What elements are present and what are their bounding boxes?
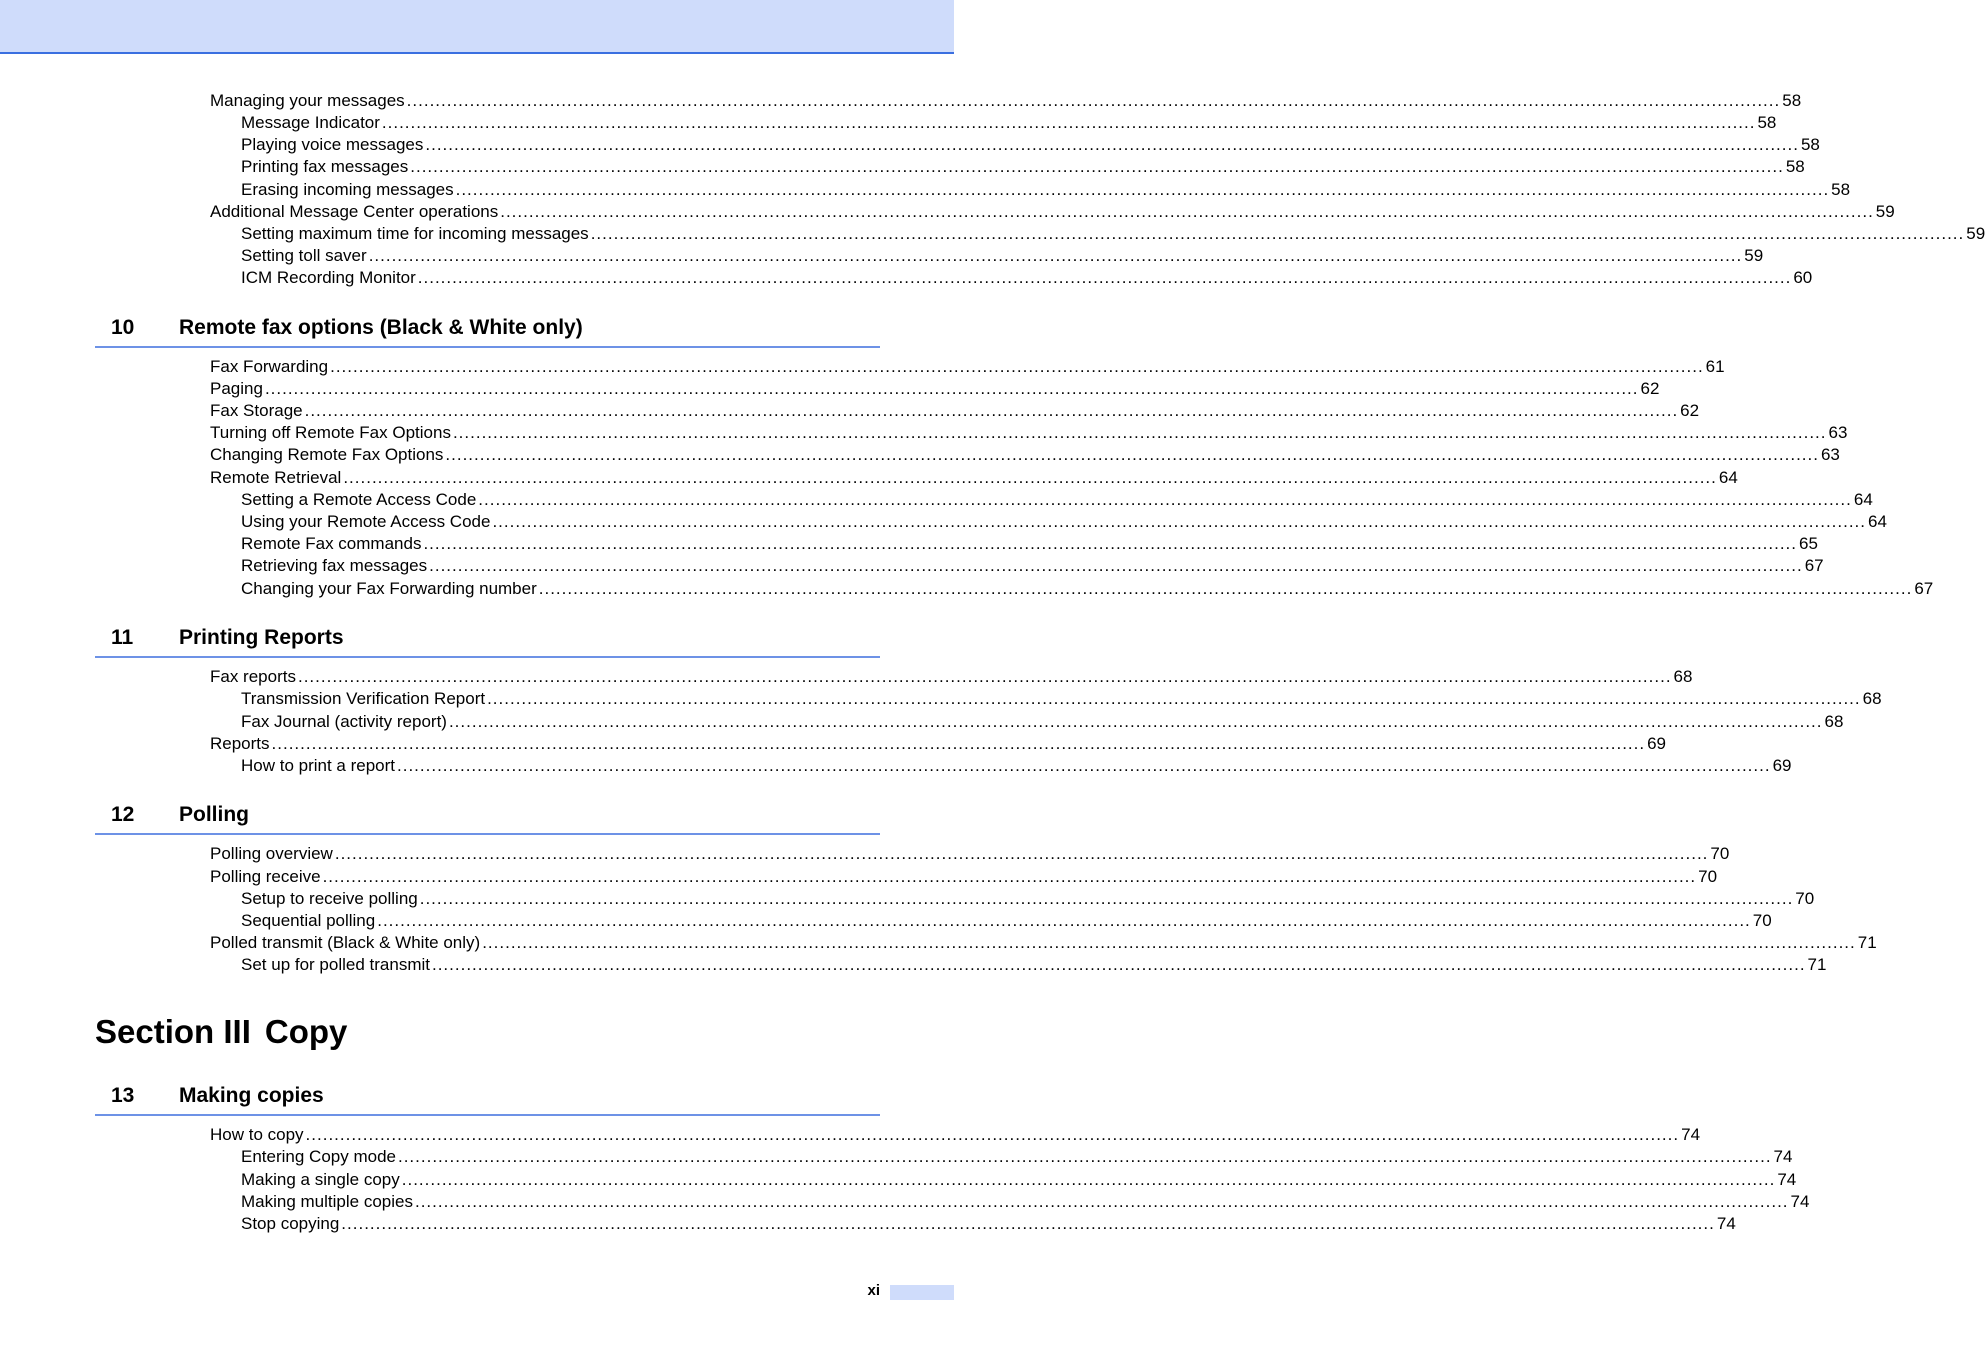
dot-leader: ................................................................................................................................................................................................................................................ xyxy=(377,911,1751,930)
toc-entry[interactable] xyxy=(241,888,1815,910)
dot-leader: ................................................................................................................................................................................................................................................ xyxy=(487,689,1861,708)
toc-entry-page: 58 xyxy=(1785,157,1805,176)
dot-leader: ................................................................................................................................................................................................................................................ xyxy=(397,756,1771,775)
toc-entry-page: 58 xyxy=(1800,135,1820,154)
dot-leader: ................................................................................................................................................................................................................................................ xyxy=(381,113,1756,132)
dot-leader: ................................................................................................................................................................................................................................................ xyxy=(305,1125,1680,1144)
toc-entry-page: 69 xyxy=(1647,734,1667,753)
toc-entry[interactable] xyxy=(241,156,1805,178)
toc-entry-page: 64 xyxy=(1868,512,1887,531)
toc-entry-title: Fax reports xyxy=(210,667,296,686)
toc-entry-title: Setting maximum time for incoming messages xyxy=(241,224,589,243)
toc-entry[interactable] xyxy=(241,578,1934,600)
toc-entry-title: Transmission Verification Report xyxy=(241,689,486,708)
toc-entry[interactable] xyxy=(241,179,1851,201)
toc-entry-page: 60 xyxy=(1793,268,1813,287)
dot-leader: ................................................................................................................................................................................................................................................ xyxy=(431,955,1806,974)
dot-leader: ................................................................................................................................................................................................................................................ xyxy=(397,1147,1772,1166)
dot-leader: ................................................................................................................................................................................................................................................ xyxy=(410,157,1784,176)
toc-entry-title: Fax Storage xyxy=(210,401,303,420)
toc-entry-page: 74 xyxy=(1716,1214,1736,1233)
toc-entry-page: 74 xyxy=(1773,1147,1793,1166)
toc-entry-title: Polling overview xyxy=(210,844,333,863)
toc-entry-page: 62 xyxy=(1680,401,1700,420)
toc-entry[interactable] xyxy=(241,245,1764,267)
toc-entry-title: Making a single copy xyxy=(241,1170,400,1189)
toc-entry-page: 58 xyxy=(1831,180,1851,199)
section-heading[interactable] xyxy=(95,1010,347,1054)
dot-leader: ................................................................................................................................................................................................................................................ xyxy=(500,202,1874,221)
toc-entry-title: Additional Message Center operations xyxy=(210,202,499,221)
toc-entry-title: Using your Remote Access Code xyxy=(241,512,491,531)
toc-entry-title: Sequential polling xyxy=(241,911,376,930)
toc-entry[interactable] xyxy=(241,511,1887,533)
toc-entry[interactable] xyxy=(210,843,1730,865)
dot-leader: ................................................................................................................................................................................................................................................ xyxy=(445,445,1819,464)
chapter-number: 13 xyxy=(111,1084,135,1107)
toc-entry-page: 71 xyxy=(1807,955,1827,974)
toc-entry-title: Setting toll saver xyxy=(241,246,367,265)
toc-entry[interactable] xyxy=(241,910,1772,932)
toc-entry-title: Polled transmit (Black & White only) xyxy=(210,933,481,952)
toc-entry-title: How to print a report xyxy=(241,756,396,775)
toc-entry[interactable] xyxy=(210,733,1667,755)
toc-entry-title: Printing fax messages xyxy=(241,157,409,176)
toc-entry-title: Remote Fax commands xyxy=(241,534,422,553)
toc-entry[interactable] xyxy=(241,688,1882,710)
dot-leader: ................................................................................................................................................................................................................................................ xyxy=(406,91,1781,110)
chapter-heading[interactable] xyxy=(95,1078,880,1116)
toc-entry[interactable] xyxy=(241,112,1777,134)
dot-leader: ................................................................................................................................................................................................................................................ xyxy=(271,734,1646,753)
toc-entry-title: Polling receive xyxy=(210,867,321,886)
toc-entry[interactable] xyxy=(241,134,1820,156)
toc-entry[interactable] xyxy=(241,1191,1810,1213)
toc-entry[interactable] xyxy=(241,267,1813,289)
dot-leader: ................................................................................................................................................................................................................................................ xyxy=(538,579,1913,598)
toc-entry-title: Entering Copy mode xyxy=(241,1147,396,1166)
dot-leader: ................................................................................................................................................................................................................................................ xyxy=(322,867,1697,886)
chapter-heading[interactable] xyxy=(95,310,880,348)
dot-leader: ................................................................................................................................................................................................................................................ xyxy=(264,379,1639,398)
section-label: Section III xyxy=(95,1013,251,1050)
toc-entry[interactable] xyxy=(210,866,1718,888)
toc-entry-title: Remote Retrieval xyxy=(210,468,342,487)
dot-leader: ................................................................................................................................................................................................................................................ xyxy=(455,180,1830,199)
toc-entry-page: 61 xyxy=(1705,357,1725,376)
toc-entry[interactable] xyxy=(210,90,1802,112)
toc-entry-page: 68 xyxy=(1673,667,1693,686)
dot-leader: ................................................................................................................................................................................................................................................ xyxy=(368,246,1743,265)
dot-leader: ................................................................................................................................................................................................................................................ xyxy=(478,490,1852,509)
toc-entry-page: 68 xyxy=(1824,712,1844,731)
chapter-title: Making copies xyxy=(179,1084,324,1107)
dot-leader: ................................................................................................................................................................................................................................................ xyxy=(343,468,1717,487)
toc-entry[interactable] xyxy=(241,1146,1793,1168)
toc-entry-title: Fax Journal (activity report) xyxy=(241,712,447,731)
toc-entry[interactable] xyxy=(241,223,1985,245)
toc-entry-page: 58 xyxy=(1782,91,1802,110)
toc-entry[interactable] xyxy=(210,932,1877,954)
dot-leader: ................................................................................................................................................................................................................................................ xyxy=(417,268,1792,287)
toc-entry-title: Changing Remote Fax Options xyxy=(210,445,444,464)
toc-entry-page: 74 xyxy=(1790,1192,1810,1211)
toc-entry-title: Set up for polled transmit xyxy=(241,955,430,974)
dot-leader: ................................................................................................................................................................................................................................................ xyxy=(401,1170,1776,1189)
chapter-number: 10 xyxy=(111,316,135,339)
toc-entry[interactable] xyxy=(210,201,1895,223)
toc-entry-title: Playing voice messages xyxy=(241,135,424,154)
dot-leader: ................................................................................................................................................................................................................................................ xyxy=(492,512,1867,531)
dot-leader: ................................................................................................................................................................................................................................................ xyxy=(425,135,1799,154)
toc-entry[interactable] xyxy=(210,422,1848,444)
section-name: Copy xyxy=(264,1013,348,1050)
toc-entry[interactable] xyxy=(210,467,1738,489)
toc-entry-page: 62 xyxy=(1640,379,1660,398)
toc-entry-title: Managing your messages xyxy=(210,91,405,110)
dot-leader: ................................................................................................................................................................................................................................................ xyxy=(429,556,1803,575)
toc-entry-page: 59 xyxy=(1966,224,1985,243)
toc-entry-title: Changing your Fax Forwarding number xyxy=(241,579,537,598)
toc-entry-title: Retrieving fax messages xyxy=(241,556,428,575)
chapter-number: 12 xyxy=(111,803,135,826)
toc-entry-title: Making multiple copies xyxy=(241,1192,413,1211)
toc-entry-page: 63 xyxy=(1820,445,1840,464)
toc-entry-page: 64 xyxy=(1718,468,1738,487)
dot-leader: ................................................................................................................................................................................................................................................ xyxy=(448,712,1823,731)
toc-entry-page: 64 xyxy=(1853,490,1873,509)
header-band xyxy=(0,0,954,54)
toc-entry-page: 68 xyxy=(1862,689,1882,708)
toc-entry-page: 67 xyxy=(1804,556,1824,575)
toc-entry[interactable] xyxy=(210,356,1725,378)
toc-entry[interactable] xyxy=(241,755,1792,777)
toc-entry[interactable] xyxy=(241,954,1827,976)
toc-entry-title: Paging xyxy=(210,379,263,398)
toc-entry-title: Erasing incoming messages xyxy=(241,180,454,199)
toc-entry[interactable] xyxy=(210,1124,1701,1146)
toc-entry[interactable] xyxy=(210,378,1660,400)
chapter-title: Printing Reports xyxy=(179,626,344,649)
chapter-heading[interactable] xyxy=(95,797,880,835)
toc-entry[interactable] xyxy=(210,444,1840,466)
toc-entry-page: 58 xyxy=(1757,113,1777,132)
toc-entry[interactable] xyxy=(241,1213,1736,1235)
toc-entry-page: 74 xyxy=(1681,1125,1701,1144)
dot-leader: ................................................................................................................................................................................................................................................ xyxy=(423,534,1798,553)
toc-entry-page: 63 xyxy=(1828,423,1848,442)
chapter-title: Remote fax options (Black & White only) xyxy=(179,316,583,339)
toc-entry-title: Message Indicator xyxy=(241,113,380,132)
toc-entry-page: 67 xyxy=(1914,579,1934,598)
chapter-number: 11 xyxy=(111,626,134,649)
dot-leader: ................................................................................................................................................................................................................................................ xyxy=(334,844,1709,863)
toc-entry-page: 70 xyxy=(1710,844,1730,863)
toc-entry-page: 65 xyxy=(1799,534,1818,553)
toc-entry-title: Setting a Remote Access Code xyxy=(241,490,477,509)
toc-entry[interactable] xyxy=(241,533,1818,555)
toc-entry-title: Fax Forwarding xyxy=(210,357,329,376)
toc-entry[interactable] xyxy=(210,400,1700,422)
toc-entry-page: 71 xyxy=(1857,933,1877,952)
dot-leader: ................................................................................................................................................................................................................................................ xyxy=(452,423,1827,442)
dot-leader: ................................................................................................................................................................................................................................................ xyxy=(341,1214,1715,1233)
dot-leader: ................................................................................................................................................................................................................................................ xyxy=(590,224,1965,243)
toc-entry[interactable] xyxy=(241,489,1873,511)
dot-leader: ................................................................................................................................................................................................................................................ xyxy=(297,667,1672,686)
dot-leader: ................................................................................................................................................................................................................................................ xyxy=(419,889,1794,908)
toc-entry-title: How to copy xyxy=(210,1125,304,1144)
toc-entry-title: Turning off Remote Fax Options xyxy=(210,423,451,442)
toc-entry-title: Reports xyxy=(210,734,270,753)
toc-entry-title: Stop copying xyxy=(241,1214,340,1233)
page-number: xi xyxy=(867,1282,880,1299)
toc-entry-page: 74 xyxy=(1777,1170,1797,1189)
chapter-title: Polling xyxy=(179,803,249,826)
footer-tab xyxy=(890,1285,954,1300)
toc-entry[interactable] xyxy=(241,1169,1797,1191)
dot-leader: ................................................................................................................................................................................................................................................ xyxy=(414,1192,1789,1211)
toc-entry[interactable] xyxy=(241,711,1844,733)
dot-leader: ................................................................................................................................................................................................................................................ xyxy=(482,933,1856,952)
toc-entry-title: Setup to receive polling xyxy=(241,889,418,908)
toc-entry[interactable] xyxy=(210,666,1693,688)
toc-entry-page: 70 xyxy=(1752,911,1772,930)
toc-entry[interactable] xyxy=(241,555,1824,577)
toc-entry-page: 59 xyxy=(1875,202,1895,221)
toc-entry-page: 70 xyxy=(1795,889,1815,908)
toc-entry-page: 69 xyxy=(1772,756,1792,775)
toc-entry-page: 70 xyxy=(1698,867,1718,886)
toc-entry-page: 59 xyxy=(1744,246,1764,265)
chapter-heading[interactable] xyxy=(95,620,880,658)
dot-leader: ................................................................................................................................................................................................................................................ xyxy=(304,401,1679,420)
dot-leader: ................................................................................................................................................................................................................................................ xyxy=(330,357,1704,376)
toc-entry-title: ICM Recording Monitor xyxy=(241,268,416,287)
